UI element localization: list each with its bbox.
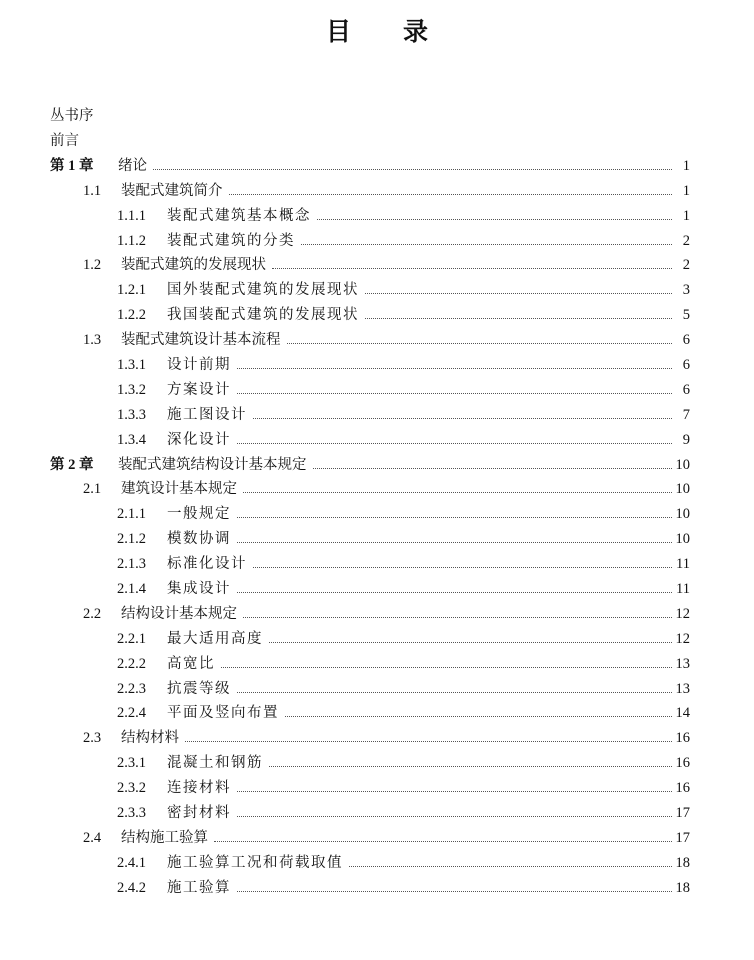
toc-entry-number: 1.3.2 [117, 381, 146, 398]
toc-entry-number: 2.3 [83, 730, 102, 747]
toc-entry-number: 1.1.2 [117, 232, 146, 249]
dot-leader [269, 642, 672, 643]
dot-leader [221, 667, 672, 668]
toc-entry-number: 2.2.1 [117, 630, 146, 647]
toc-entry-sub[interactable] [50, 349, 690, 374]
toc-entry-sub[interactable] [50, 374, 690, 399]
dot-leader [365, 293, 672, 294]
dot-leader [365, 318, 672, 319]
toc-entry-text: 我国装配式建筑的发展现状 [167, 307, 359, 324]
toc-entry-sub[interactable] [50, 872, 690, 897]
toc-entry-text: 一般规定 [167, 506, 231, 523]
toc-entry-text: 装配式建筑的分类 [167, 232, 295, 249]
toc-entry-number: 2.2.2 [117, 655, 146, 672]
dot-leader [253, 567, 672, 568]
toc-entry-text: 模数协调 [167, 531, 231, 548]
toc-entry-text: 密封材料 [167, 805, 231, 822]
dot-leader [349, 866, 672, 867]
toc-entry-sub[interactable] [50, 747, 690, 772]
toc-entry-page: 3 [682, 282, 690, 299]
toc-entry-page: 12 [675, 630, 690, 647]
toc-entry-page: 14 [675, 705, 690, 722]
toc-entry-page: 9 [682, 431, 690, 448]
toc-entry-number: 2.4.2 [117, 879, 146, 896]
toc-entry-text: 国外装配式建筑的发展现状 [167, 282, 359, 299]
dot-leader [237, 393, 672, 394]
dot-leader [214, 841, 672, 842]
toc-entry-number: 2.1 [83, 481, 102, 498]
toc-entry-text: 装配式建筑简介 [121, 182, 223, 199]
dot-leader [237, 791, 672, 792]
toc-entry-sub[interactable] [50, 548, 690, 573]
toc-entry-number: 1.3.1 [117, 357, 146, 374]
toc-entry-text: 丛书序 [50, 108, 94, 124]
title-char-1: 目 [325, 19, 351, 46]
toc-entry-section[interactable] [50, 250, 690, 275]
toc-entry-text: 混凝土和钢筋 [167, 755, 263, 772]
toc-entry-text: 标准化设计 [167, 556, 247, 573]
toc-entry-text: 深化设计 [167, 431, 231, 448]
toc-entry-sub[interactable] [50, 225, 690, 250]
toc-entry-text: 结构施工验算 [121, 829, 208, 846]
toc-entry-page: 16 [675, 780, 690, 797]
toc-entry-number: 第 1 章 [50, 157, 94, 174]
dot-leader [237, 368, 672, 369]
toc-entry-page: 1 [682, 207, 690, 224]
toc-entry-page: 17 [675, 805, 690, 822]
toc-entry-number: 2.1.3 [117, 556, 146, 573]
toc-entry-number: 1.2 [83, 257, 102, 274]
toc-entry-number: 2.3.1 [117, 755, 146, 772]
toc-entry-page: 1 [682, 182, 690, 199]
table-of-contents [50, 100, 690, 897]
dot-leader [237, 891, 672, 892]
dot-leader [237, 816, 672, 817]
toc-entry-page: 2 [682, 232, 690, 249]
dot-leader [185, 741, 672, 742]
toc-entry-number: 1.3 [83, 332, 102, 349]
toc-entry-number: 1.3.4 [117, 431, 146, 448]
toc-entry-page: 10 [675, 506, 690, 523]
toc-entry-text: 设计前期 [167, 357, 231, 374]
toc-entry-text: 高宽比 [167, 655, 215, 672]
toc-entry-page: 11 [676, 581, 690, 598]
toc-entry-page: 5 [682, 307, 690, 324]
dot-leader [269, 766, 672, 767]
toc-entry-page: 16 [675, 730, 690, 747]
toc-entry-text: 连接材料 [167, 780, 231, 797]
toc-entry-sub[interactable] [50, 772, 690, 797]
toc-entry-section[interactable] [50, 474, 690, 499]
toc-entry-page: 13 [675, 655, 690, 672]
dot-leader [287, 343, 673, 344]
toc-entry-number: 1.3.3 [117, 406, 146, 423]
toc-entry-text: 施工验算工况和荷载取值 [167, 854, 343, 871]
toc-entry-page: 7 [682, 406, 690, 423]
toc-entry-text: 集成设计 [167, 581, 231, 598]
toc-entry-page: 11 [676, 556, 690, 573]
toc-entry-page: 18 [675, 879, 690, 896]
toc-entry-page: 2 [682, 257, 690, 274]
toc-entry-text: 结构设计基本规定 [121, 605, 237, 622]
toc-entry-chapter[interactable] [50, 150, 690, 175]
toc-entry-text: 装配式建筑基本概念 [167, 207, 311, 224]
toc-entry-text: 装配式建筑结构设计基本规定 [118, 456, 307, 473]
toc-entry-number: 2.2.4 [117, 705, 146, 722]
toc-entry-number: 2.3.2 [117, 780, 146, 797]
toc-entry-page: 17 [675, 829, 690, 846]
toc-entry-page: 1 [682, 157, 690, 174]
toc-preface-foreword[interactable] [50, 125, 690, 150]
toc-entry-page: 6 [682, 357, 690, 374]
toc-entry-page: 10 [675, 531, 690, 548]
dot-leader [237, 692, 672, 693]
toc-entry-sub[interactable] [50, 200, 690, 225]
toc-entry-text: 装配式建筑的发展现状 [121, 257, 266, 274]
toc-entry-page: 10 [675, 456, 690, 473]
toc-entry-section[interactable] [50, 822, 690, 847]
toc-entry-text: 方案设计 [167, 381, 231, 398]
toc-entry-number: 2.2 [83, 605, 102, 622]
toc-entry-page: 18 [675, 854, 690, 871]
toc-entry-page: 12 [675, 605, 690, 622]
toc-entry-text: 前言 [50, 133, 79, 149]
toc-entry-number: 第 2 章 [50, 456, 94, 473]
toc-entry-page: 16 [675, 755, 690, 772]
toc-entry-text: 建筑设计基本规定 [121, 481, 237, 498]
dot-leader [237, 443, 672, 444]
toc-entry-text: 施工验算 [167, 879, 231, 896]
toc-entry-text: 施工图设计 [167, 406, 247, 423]
toc-entry-page: 6 [682, 332, 690, 349]
title-char-2: 录 [403, 19, 429, 46]
page-title [0, 12, 754, 48]
dot-leader [285, 716, 672, 717]
toc-entry-text: 平面及竖向布置 [167, 705, 279, 722]
toc-entry-number: 2.2.3 [117, 680, 146, 697]
toc-entry-sub[interactable] [50, 797, 690, 822]
dot-leader [317, 219, 672, 220]
toc-entry-text: 装配式建筑设计基本流程 [121, 332, 281, 349]
toc-entry-number: 2.1.4 [117, 581, 146, 598]
toc-entry-number: 2.1.1 [117, 506, 146, 523]
dot-leader [237, 517, 672, 518]
toc-entry-page: 6 [682, 381, 690, 398]
dot-leader [253, 418, 672, 419]
toc-entry-sub[interactable] [50, 648, 690, 673]
toc-entry-text: 抗震等级 [167, 680, 231, 697]
toc-entry-text: 结构材料 [121, 730, 179, 747]
dot-leader [243, 492, 672, 493]
dot-leader [229, 194, 673, 195]
dot-leader [313, 468, 672, 469]
toc-entry-number: 1.2.2 [117, 307, 146, 324]
dot-leader [301, 244, 672, 245]
toc-entry-sub[interactable] [50, 399, 690, 424]
toc-entry-sub[interactable] [50, 698, 690, 723]
dot-leader [153, 169, 672, 170]
dot-leader [243, 617, 672, 618]
toc-entry-section[interactable] [50, 722, 690, 747]
toc-entry-section[interactable] [50, 324, 690, 349]
toc-entry-page: 10 [675, 481, 690, 498]
toc-entry-sub[interactable] [50, 623, 690, 648]
toc-entry-page: 13 [675, 680, 690, 697]
toc-entry-number: 2.3.3 [117, 805, 146, 822]
dot-leader [272, 268, 672, 269]
toc-entry-sub[interactable] [50, 523, 690, 548]
toc-entry-sub[interactable] [50, 299, 690, 324]
toc-entry-number: 2.4.1 [117, 854, 146, 871]
toc-entry-number: 1.1 [83, 182, 102, 199]
toc-entry-section[interactable] [50, 175, 690, 200]
toc-entry-text: 最大适用高度 [167, 630, 263, 647]
toc-entry-section[interactable] [50, 598, 690, 623]
toc-entry-number: 1.2.1 [117, 282, 146, 299]
toc-entry-sub[interactable] [50, 424, 690, 449]
toc-entry-sub[interactable] [50, 498, 690, 523]
dot-leader [237, 542, 672, 543]
toc-entry-chapter[interactable] [50, 449, 690, 474]
toc-entry-sub[interactable] [50, 274, 690, 299]
toc-entry-number: 2.1.2 [117, 531, 146, 548]
toc-preface-series[interactable] [50, 100, 690, 125]
toc-entry-text: 绪论 [118, 157, 147, 174]
toc-entry-sub[interactable] [50, 573, 690, 598]
toc-entry-sub[interactable] [50, 673, 690, 698]
dot-leader [237, 592, 672, 593]
toc-entry-sub[interactable] [50, 847, 690, 872]
toc-entry-number: 1.1.1 [117, 207, 146, 224]
toc-entry-number: 2.4 [83, 829, 102, 846]
